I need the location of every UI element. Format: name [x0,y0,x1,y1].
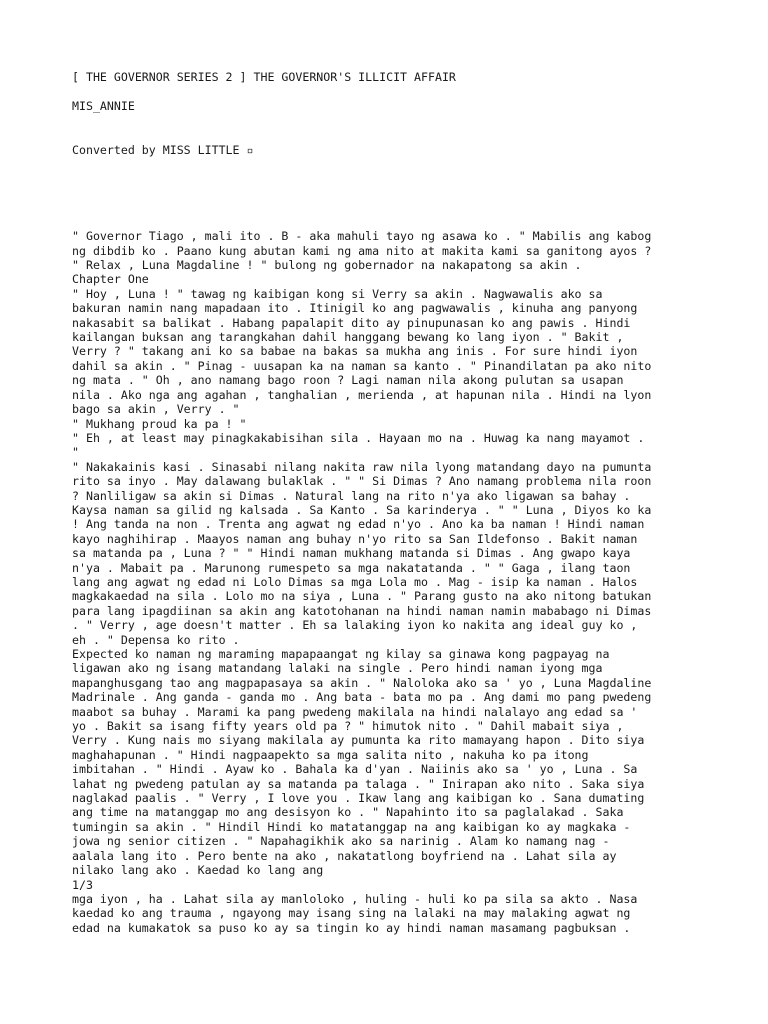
text-line: " Governor Tiago , mali ito . B - aka mahuli tayo ng asawa ko . " Mabilis ang kabog [72,229,652,244]
text-line: mga iyon , ha . Lahat sila ay manloloko , huling - huli ko pa sila sa akto . Nasa [72,891,638,906]
converted-by-note: Converted by MISS LITTLE ▫ [72,142,254,157]
text-line: ng dibdib ko . Paano kung abutan kami ng ama nito at makita kami sa ganitong ayos ? [72,243,652,258]
text-line: Expected ko naman ng maraming mapapaangat ng kilay sa ginawa kong pagpayag na [72,647,610,661]
text-line: ? Nanliligaw sa akin si Dimas . Natural lang na rito n'ya ako ligawan sa bahay . [72,488,631,503]
text-line: sa matanda pa , Luna ? " " Hindi naman mukhang matanda si Dimas . Ang gwapo kaya [72,546,631,561]
text-line: " [72,445,79,460]
text-line: maghahapunan . " Hindi nagpaapekto sa mga salita nito , nakuha ko pa itong [72,747,589,762]
spacer [72,157,712,229]
spacer [72,114,712,143]
text-line: tumingin sa akin . " Hindil Hindi ko matatanggap na ang kaibigan ko ay magkaka - [72,819,631,834]
text-line: ng mata . " Oh , ano namang bago roon ? Lagi naman nila akong pulutan sa usapan [72,373,624,388]
text-line: Kaysa naman sa gilid ng kalsada . Sa Kanto . Sa karinderya . " " Luna , Diyos ko ka [72,502,652,517]
text-line: nila . Ako nga ang agahan , tanghalian , merienda , at hapunan nila . Hindi na lyon [72,387,652,402]
text-line: edad na kumakatok sa puso ko ay sa tingin ko ay hindi naman masamang pagbuksan . [72,920,631,935]
text-line: ang time na matanggap mo ang desisyon ko . " Napahinto ito sa paglalakad . Saka [72,805,624,820]
text-line: jowa ng senior citizen . " Napahagikhik ako sa narinig . Alam ko namang nag - [72,834,610,849]
text-line: kaedad ko ang trauma , ngayong may isang sing na lalaki na may malaking agwat ng [72,906,631,921]
spacer [72,84,712,99]
text-line: . " Verry , age doesn't matter . Eh sa lalaking iyon ko nakita ang ideal guy ko , [72,618,638,633]
text-line: Madrinale . Ang ganda - ganda mo . Ang bata - bata mo pa . Ang dami mo pang pwedeng [72,690,652,705]
text-line: lang ang agwat ng edad ni Lolo Dimas sa mga Lola mo . Mag - isip ka naman . Halos [72,574,638,589]
text-line: maabot sa buhay . Marami ka pang pwedeng makilala na hindi nalalayo ang edad sa ' [72,704,638,719]
text-line: " Eh , at least may pinagkakabisihan sila . Hayaan mo na . Huwag ka nang mayamot . [72,430,645,445]
document-page [72,70,712,935]
text-line: yo . Bakit sa isang fifty years old pa ? " himutok nito . " Dahil mabait siya , [72,719,624,734]
text-line: kayo naghihirap . Maayos naman ang buhay n'yo rito sa San Ildefonso . Bakit naman [72,531,638,546]
text-line: eh . " Depensa ko rito . [72,632,240,647]
author-name: MIS_ANNIE [72,99,135,114]
text-line: rito sa inyo . May dalawang bulaklak . " " Si Dimas ? Ano namang problema nila roon [72,474,652,489]
text-line: naglakad paalis . " Verry , I love you . Ikaw lang ang kaibigan ko . Sana dumating [72,791,645,806]
page-number: 1/3 [72,877,93,892]
text-line: mapanghusgang tao ang magpapasaya sa akin . " Naloloka ako sa ' yo , Luna Magdaline [72,675,652,690]
text-line: n'ya . Mabait pa . Marunong rumespeto sa mga nakatatanda . " " Gaga , ilang taon [72,560,631,575]
text-line: bago sa akin , Verry . " [72,402,240,417]
text-line: ! Ang tanda na non . Trenta ang agwat ng edad n'yo . Ano ka ba naman ! Hindi naman [72,517,645,532]
text-line: magkakaedad na sila . Lolo mo na siya , Luna . " Parang gusto na ako nitong batukan [72,589,652,604]
text-line: " Relax , Luna Magdaline ! " bulong ng gobernador na nakapatong sa akin . [72,258,582,273]
text-line: " Hoy , Luna ! " tawag ng kaibigan kong si Verry sa akin . Nagwawalis ako sa [72,286,603,301]
text-line: " Mukhang proud ka pa ! " [72,416,247,431]
text-line: nilako lang ako . Kaedad ko lang ang [72,863,324,878]
chapter-heading: Chapter One [72,272,149,287]
text-line: bakuran namin nang mapadaan ito . Itinigil ko ang pagwawalis , kinuha ang panyong [72,301,638,316]
text-line: dahil sa akin . " Pinag - uusapan ka na naman sa kanto . " Pinandilatan pa ako nito [72,358,652,373]
body-text [72,229,712,935]
text-line: ligawan ako ng isang matandang lalaki na single . Pero hindi naman iyong mga [72,661,603,676]
text-line: lahat ng pwedeng patulan ay sa matanda pa talaga . " Inirapan ako nito . Saka siya [72,776,645,791]
text-line: aalala lang ito . Pero bente na ako , nakatatlong boyfriend na . Lahat sila ay [72,848,617,863]
text-line: para lang ipagdiinan sa akin ang katotohanan na hindi naman namin mababago ni Dimas [72,603,652,618]
text-line: imbitahan . " Hindi . Ayaw ko . Bahala ka d'yan . Naiinis ako sa ' yo , Luna . Sa [72,762,638,777]
text-line: " Nakakainis kasi . Sinasabi nilang nakita raw nila lyong matandang dayo na pumunta [72,459,652,474]
text-line: Verry . Kung nais mo siyang makilala ay pumunta ka rito mamayang hapon . Dito siya [72,733,645,748]
text-line: nakasabit sa balikat . Habang papalapit dito ay pinupunasan ko ang pawis . Hindi [72,315,631,330]
text-line: kailangan buksan ang tarangkahan dahil hanggang bewang ko lang iyon . " Bakit , [72,330,624,345]
document-title: [ THE GOVERNOR SERIES 2 ] THE GOVERNOR'S ILLICIT AFFAIR [72,70,456,84]
text-line: Verry ? " takang ani ko sa babae na bakas sa mukha ang inis . For sure hindi iyon [72,344,638,359]
